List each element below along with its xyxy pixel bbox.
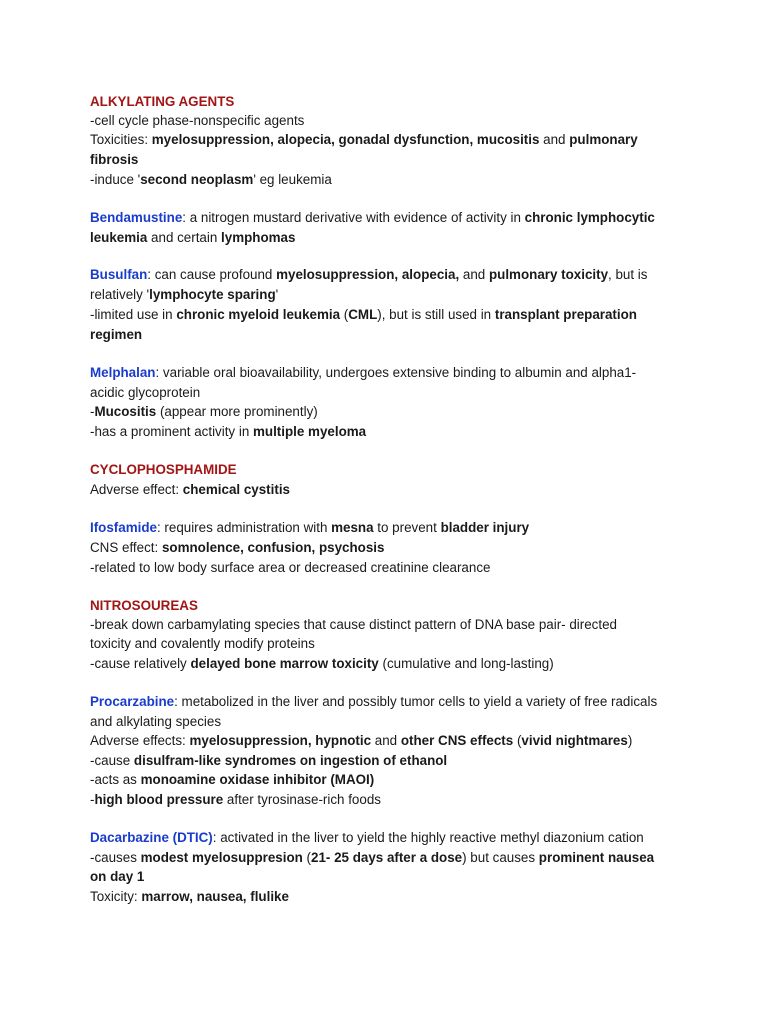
section-heading: NITROSOUREAS — [90, 598, 198, 613]
bold-text: CML — [348, 307, 378, 322]
bold-text: myelosuppression, alopecia, gonadal dysfunction, mucositis — [151, 132, 540, 147]
bold-text: bladder injury — [440, 520, 530, 535]
bold-text: fibrosis — [90, 152, 139, 167]
text-run: after tyrosinase-rich foods — [223, 792, 381, 807]
bold-text: disulfram-like syndromes on ingestion of ethanol — [133, 753, 448, 768]
text-run: - — [90, 404, 95, 419]
text-run: -cell cycle phase-nonspecific agents — [90, 113, 305, 128]
text-run: ( — [302, 850, 312, 865]
text-run: Toxicity: — [90, 889, 142, 904]
bold-text: on day 1 — [90, 869, 145, 884]
bold-text: transplant preparation — [494, 307, 637, 322]
drug-name: Busulfan — [90, 267, 148, 282]
text-run: (appear more prominently) — [156, 404, 318, 419]
text-line — [90, 654, 554, 673]
text-run: -has a prominent activity in — [90, 424, 253, 439]
bold-text: other CNS effects — [400, 733, 514, 748]
text-line — [90, 228, 295, 247]
text-run: toxicity and covalently modify proteins — [90, 636, 315, 651]
text-run: : can cause profound — [147, 267, 277, 282]
bold-text: chronic lymphocytic — [524, 210, 655, 225]
text-line — [90, 634, 315, 653]
bold-text: modest myelosuppresion — [140, 850, 303, 865]
text-line — [90, 208, 655, 227]
text-run: ) but causes — [462, 850, 539, 865]
text-line — [90, 596, 198, 615]
text-line — [90, 111, 304, 130]
bold-text: prominent nausea — [538, 850, 655, 865]
text-line — [90, 790, 381, 809]
text-line — [90, 150, 138, 169]
text-run: -break down carbamylating species that cause distinct pattern of DNA base pair- directed — [90, 617, 617, 632]
text-run: -cause relatively — [90, 656, 191, 671]
text-line — [90, 887, 289, 906]
text-line — [90, 538, 384, 557]
text-run: and certain — [147, 230, 222, 245]
drug-name: Dacarbazine (DTIC) — [90, 830, 213, 845]
text-line — [90, 422, 366, 441]
text-line — [90, 692, 657, 711]
text-line — [90, 383, 200, 402]
bold-text: high blood pressure — [94, 792, 224, 807]
text-line — [90, 460, 237, 479]
bold-text: pulmonary — [569, 132, 638, 147]
text-run: -causes — [90, 850, 141, 865]
bold-text: lymphocyte sparing — [149, 287, 276, 302]
drug-name: Ifosfamide — [90, 520, 157, 535]
text-run: acidic glycoprotein — [90, 385, 201, 400]
text-line — [90, 558, 490, 577]
bold-text: marrow, nausea, flulike — [141, 889, 289, 904]
text-run: ), but is still used in — [377, 307, 495, 322]
drug-name: Bendamustine — [90, 210, 183, 225]
text-run: and — [459, 267, 489, 282]
text-run: : activated in the liver to yield the highly reactive methyl diazonium cation — [212, 830, 644, 845]
text-line — [90, 751, 447, 770]
text-run: -induce ' — [90, 172, 141, 187]
text-run: and alkylating species — [90, 714, 222, 729]
bold-text: regimen — [90, 327, 143, 342]
text-run: - — [90, 792, 95, 807]
text-line — [90, 867, 144, 886]
text-run: and — [371, 733, 401, 748]
text-run: ) — [627, 733, 633, 748]
text-run: ' — [275, 287, 279, 302]
text-run: ( — [513, 733, 522, 748]
text-run: ' eg leukemia — [253, 172, 332, 187]
bold-text: Mucositis — [94, 404, 157, 419]
text-line — [90, 731, 632, 750]
text-run: : variable oral bioavailability, undergoes extensive binding to albumin and alpha1- — [155, 365, 637, 380]
text-line — [90, 770, 374, 789]
text-run: -related to low body surface area or decreased creatinine clearance — [90, 560, 491, 575]
bold-text: multiple myeloma — [253, 424, 367, 439]
bold-text: somnolence, confusion, psychosis — [161, 540, 385, 555]
text-run: -limited use in — [90, 307, 177, 322]
text-line — [90, 828, 644, 847]
bold-text: leukemia — [90, 230, 148, 245]
bold-text: chemical cystitis — [182, 482, 290, 497]
bold-text: myelosuppression, hypnotic — [189, 733, 372, 748]
text-run: -cause — [90, 753, 134, 768]
text-run: and — [539, 132, 570, 147]
text-line — [90, 615, 617, 634]
text-run: to prevent — [373, 520, 441, 535]
text-run: , but is — [608, 267, 648, 282]
text-line — [90, 285, 278, 304]
text-line — [90, 848, 654, 867]
text-line — [90, 480, 290, 499]
text-line — [90, 712, 221, 731]
section-heading: ALKYLATING AGENTS — [90, 94, 235, 109]
drug-name: Procarzabine — [90, 694, 175, 709]
drug-name: Melphalan — [90, 365, 156, 380]
text-line — [90, 130, 638, 149]
text-run: : a nitrogen mustard derivative with evidence of activity in — [182, 210, 525, 225]
bold-text: chronic myeloid leukemia — [176, 307, 341, 322]
text-run: CNS effect: — [90, 540, 162, 555]
bold-text: monoamine oxidase inhibitor (MAOI) — [140, 772, 375, 787]
text-run: : requires administration with — [156, 520, 332, 535]
text-run: Adverse effects: — [90, 733, 190, 748]
bold-text: lymphomas — [221, 230, 296, 245]
section-heading: CYCLOPHOSPHAMIDE — [90, 462, 237, 477]
text-line — [90, 363, 636, 382]
bold-text: delayed bone marrow toxicity — [190, 656, 379, 671]
text-line — [90, 402, 318, 421]
bold-text: myelosuppression, alopecia, — [276, 267, 460, 282]
bold-text: 21- 25 days after a dose — [311, 850, 463, 865]
text-line — [90, 518, 529, 537]
text-run: relatively ' — [90, 287, 150, 302]
text-run: Toxicities: — [90, 132, 152, 147]
text-line — [90, 305, 637, 324]
bold-text: second neoplasm — [140, 172, 254, 187]
text-line — [90, 170, 332, 189]
bold-text: pulmonary toxicity — [488, 267, 609, 282]
text-line — [90, 265, 647, 284]
text-run: -acts as — [90, 772, 141, 787]
bold-text: mesna — [331, 520, 374, 535]
text-run: : metabolized in the liver and possibly tumor cells to yield a variety of free radicals — [174, 694, 658, 709]
bold-text: vivid nightmares — [521, 733, 628, 748]
text-line — [90, 325, 142, 344]
text-line — [90, 92, 234, 111]
text-run: (cumulative and long-lasting) — [378, 656, 554, 671]
text-run: Adverse effect: — [90, 482, 183, 497]
text-run: ( — [340, 307, 349, 322]
